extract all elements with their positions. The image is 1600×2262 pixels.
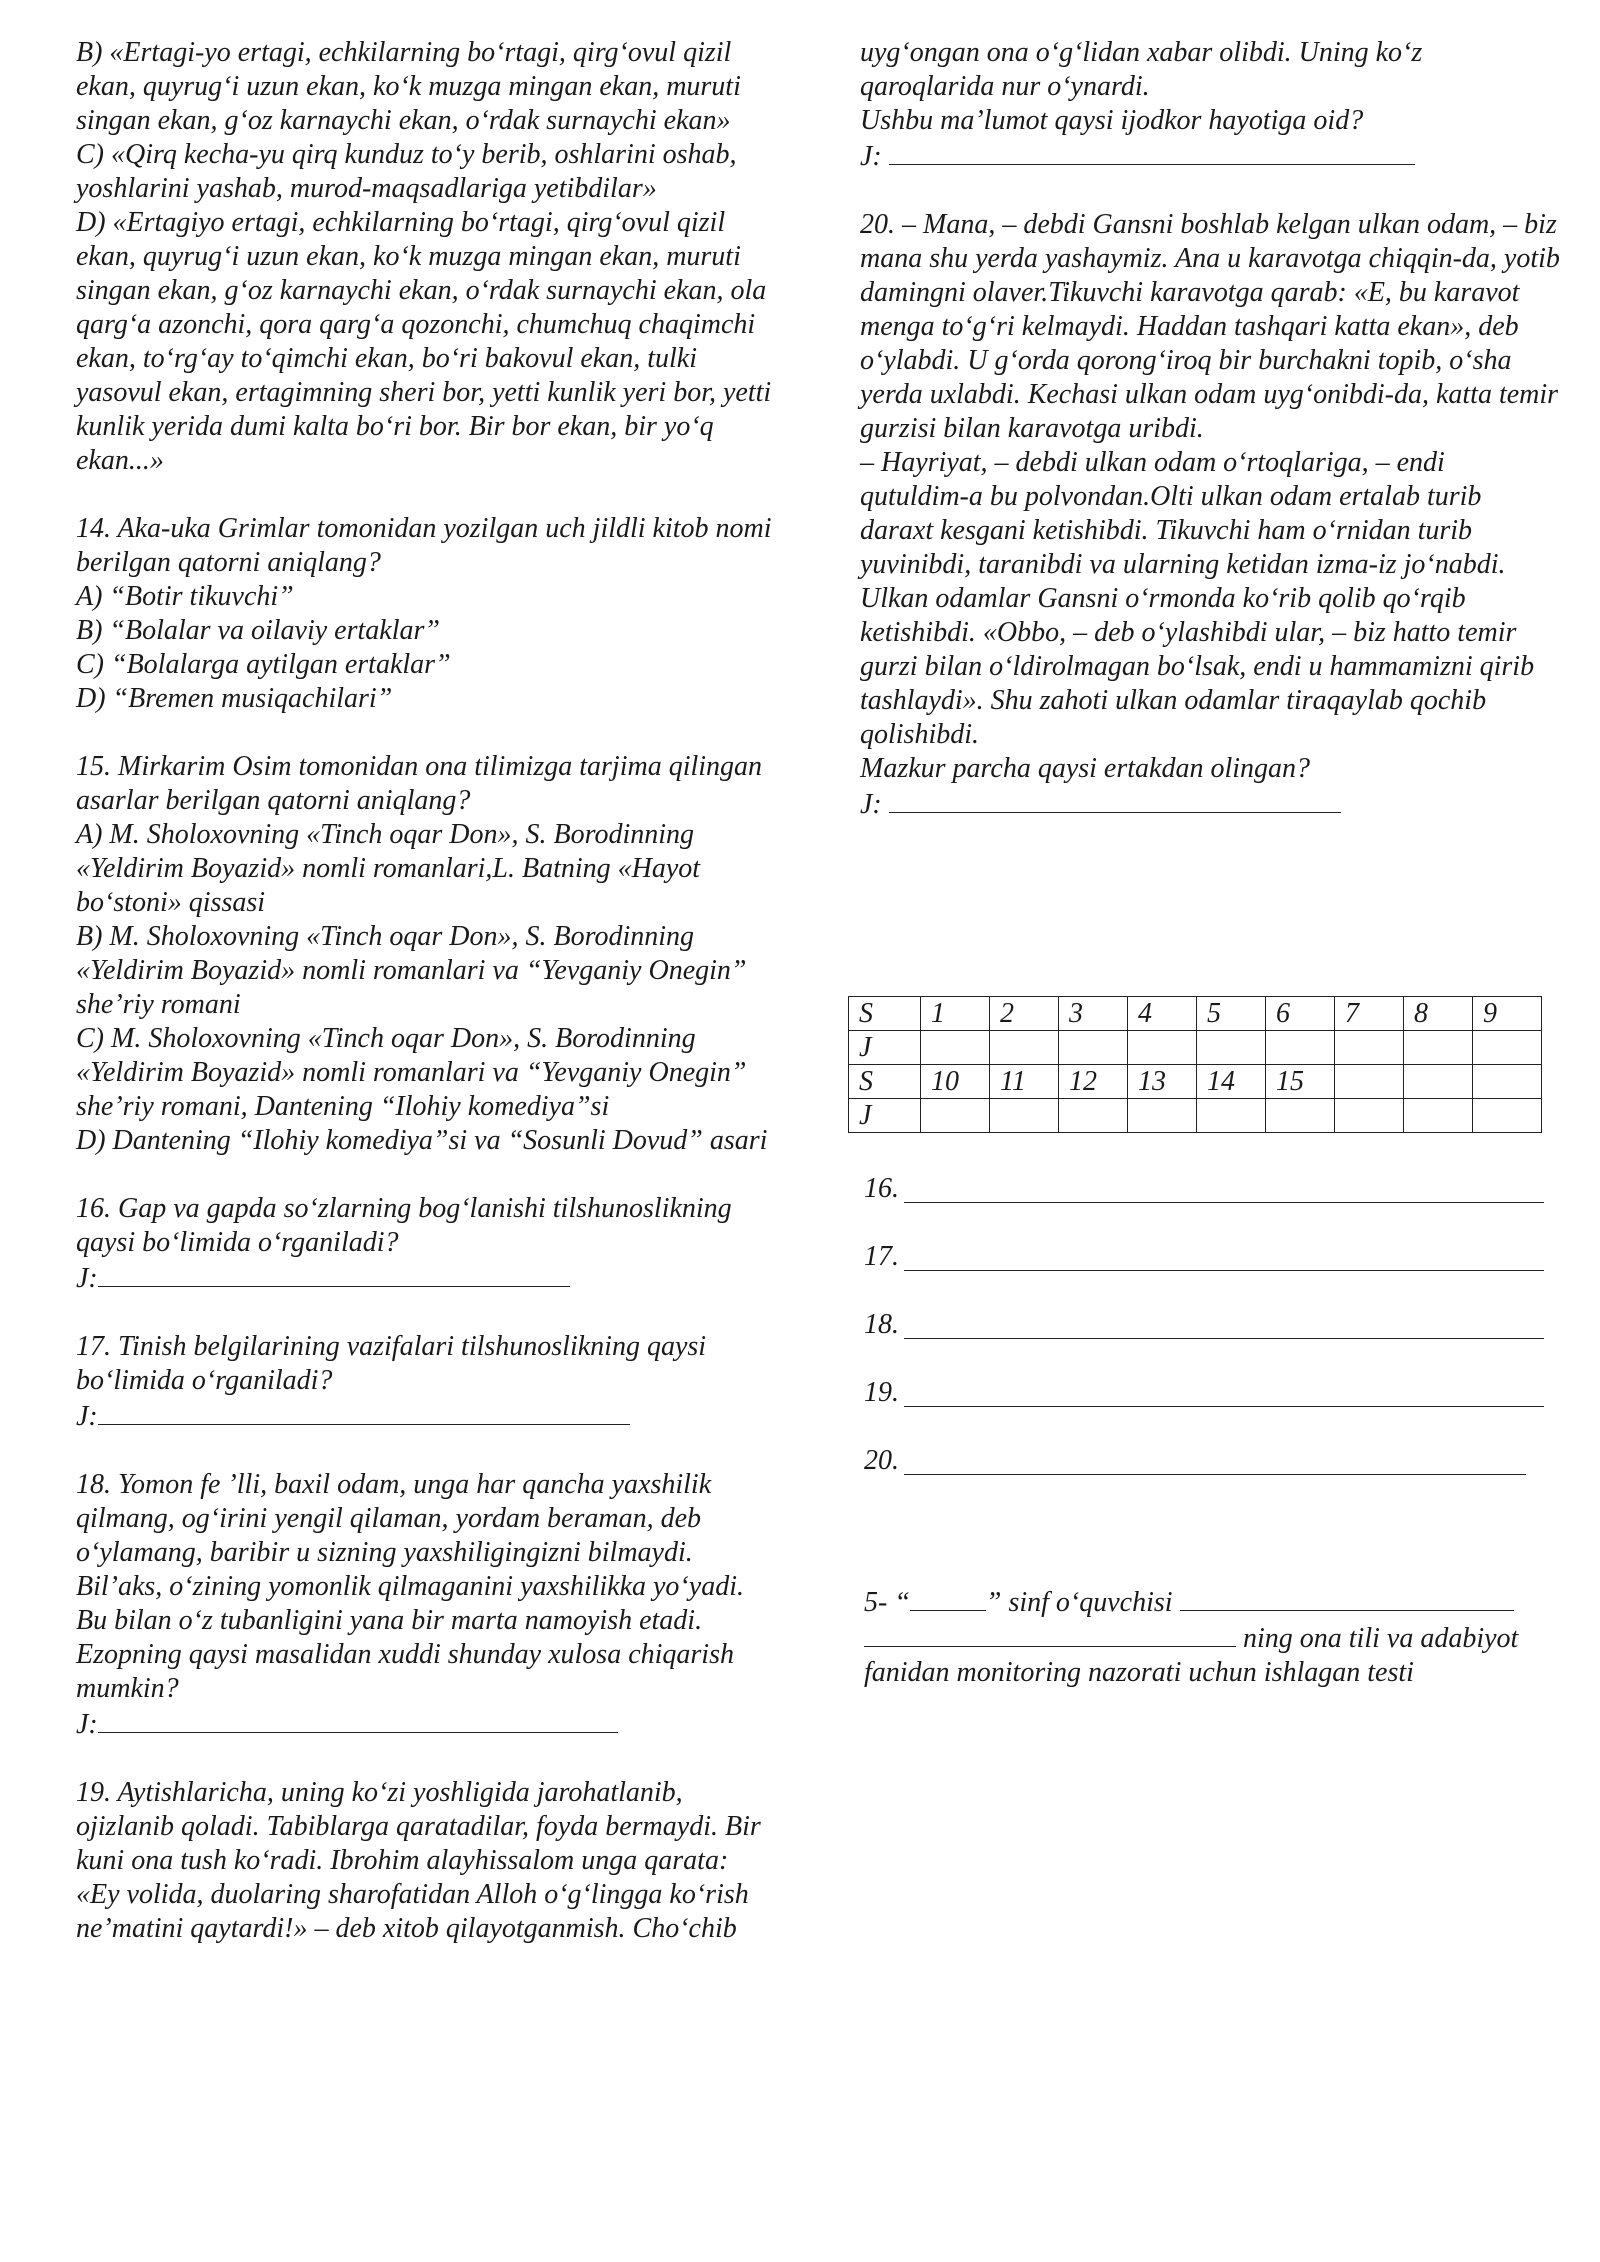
answer-grid [848,996,1542,1133]
grid-number: 15 [1266,1065,1335,1099]
grid-answer-cell[interactable] [1197,1031,1266,1065]
q20-answer-blank[interactable] [889,786,1341,813]
grid-answer-cell[interactable] [1197,1099,1266,1133]
grid-number: 11 [990,1065,1059,1099]
q14-option-d: D) “Bremen musiqachilari” [76,683,393,714]
grid-answer-cell[interactable] [990,1031,1059,1065]
q16-answer[interactable]: J: [76,1260,776,1296]
answer-line-number: 20. [864,1445,899,1476]
student-info-line-3: fanidan monitoring nazorati uchun ishlagan testi [864,1657,1414,1688]
q15-text: 15. Mirkarim Osim tomonidan ona tilimizga tarjima qilingan asarlar berilgan qatorni aniqlang? [76,751,763,816]
answer-line-number: 18. [864,1309,899,1340]
grid-number [1473,1065,1542,1099]
student-name-blank[interactable] [1180,1584,1514,1611]
grid-answer-cell[interactable] [1335,1031,1404,1065]
student-info [864,1584,1564,1690]
grid-label-j: J [849,1099,921,1133]
q13-option-c: C) «Qirq kecha-yu qirq kunduz to‘y berib, oshlarini oshab, yoshlarini yashab, murod-maqsadlariga yetibdilar» [76,139,737,204]
q20-question: Mazkur parcha qaysi ertakdan olingan? [860,753,1311,784]
grid-answer-cell[interactable] [921,1099,990,1133]
grid-number: 8 [1404,997,1473,1031]
grid-label-j: J [849,1031,921,1065]
grid-number: 10 [921,1065,990,1099]
grid-answer-cell[interactable] [1128,1099,1197,1133]
q15-option-c: C) M. Sholoxovning «Tinch oqar Don», S. Borodinning «Yeldirim Boyazid» nomli romanlari va “Yevganiy Onegin” she’riy romani, Dantening “Ilohiy komediya”si [76,1023,747,1122]
grid-answer-cell[interactable] [1473,1031,1542,1065]
grid-number: 12 [1059,1065,1128,1099]
q20-text-continued: – Hayriyat, – debdi ulkan odam o‘rtoqlariga, – endi qutuldim-a bu polvondan.Olti ulkan odam ertalab turib daraxt kesgani ketishibdi. Tikuvchi ham o‘rnidan turib yuvinibdi, taranibdi va ularning ketidan izma-iz jo‘nabdi. Ulkan odamlar Gansni o‘rmonda ko‘rib qolib qo‘rqib ketishibdi. «Obbo, – deb o‘ylashibdi ular, – biz hatto temir gurzi bilan o‘ldirolmagan bo‘lsak, endi u hammamizni qirib tashlaydi». Shu zahoti ulkan odamlar tiraqaylab qochib qolishibdi. [860,447,1535,750]
q20-text: 20. – Mana, – debdi Gansni boshlab kelgan ulkan odam, – biz mana shu yerda yashaymiz. Ana u karavotga chiqqin-da, yotib damingni olaver.Tikuvchi karavotga qarab: «E, bu karavot menga to‘g‘ri kelmaydi. Haddan tashqari katta ekan», deb o‘ylabdi. U g‘orda qorong‘iroq bir burchakni topib, o‘sha yerda uxlabdi. Kechasi ulkan odam uyg‘onibdi-da, katta temir gurzisi bilan karavotga uribdi. [860,209,1560,444]
grid-number: 5 [1197,997,1266,1031]
q16-answer-blank[interactable] [98,1260,570,1287]
student-info-line-2: ning ona tili va adabiyot [864,1620,1564,1656]
q13-option-d: D) «Ertagiyo ertagi, echkilarning bo‘rtagi, qirg‘ovul qizil ekan, quyrug‘i uzun ekan, ko‘k muzga mingan ekan, muruti singan ekan, g‘oz karnaychi ekan, o‘rdak surnaychi ekan, ola qarg‘a azonchi, qora qarg‘a qozonchi, chumchuq chaqimchi ekan, to‘rg‘ay to‘qimchi ekan, bo‘ri bakovul ekan, tulki yasovul ekan, ertagimning sheri bor, yetti kunlik yeri bor, yetti kunlik yerida dumi kalta bo‘ri bor. Bir bor ekan, bir yo‘q ekan...» [76,207,772,476]
grid-answer-cell[interactable] [1128,1031,1197,1065]
grid-number: 1 [921,997,990,1031]
answer-line-rule[interactable] [904,1202,1544,1203]
right-column [860,36,1560,822]
grid-row-answers-1 [849,1031,1542,1065]
answer-line-rule[interactable] [904,1338,1544,1339]
q13-option-b: B) «Ertagi-yo ertagi, echkilarning bo‘rtagi, qirg‘ovul qizil ekan, quyrug‘i uzun ekan, ko‘k muzga mingan ekan, muruti singan ekan, g‘oz karnaychi ekan, o‘rdak surnaychi ekan» [76,37,741,136]
q18-text: 18. Yomon fe ’lli, baxil odam, unga har qancha yaxshilik qilmang, og‘irini yengil qilaman, yordam beraman, deb o‘ylamang, baribir u sizning yaxshiligingizni bilmaydi. Bil’aks, o‘zining yomonlik qilmaganini yaxshilikka yo‘yadi. Bu bilan o‘z tubanligini yana bir marta namoyish etadi. Ezopning qaysi masalidan xuddi shunday xulosa chiqarish mumkin? [76,1469,744,1704]
answer-line-number: 16. [864,1173,899,1204]
q19-question: Ushbu ma’lumot qaysi ijodkor hayotiga oid? [860,105,1364,136]
grid-label-s: S [849,997,921,1031]
q14-text: 14. Aka-uka Grimlar tomonidan yozilgan uch jildli kitob nomi berilgan qatorni aniqlang? [76,513,772,578]
grid-answer-cell[interactable] [1059,1099,1128,1133]
student-surname-blank[interactable] [864,1620,1236,1647]
q18-answer-blank[interactable] [98,1706,618,1733]
grid-answer-cell[interactable] [1473,1099,1542,1133]
grid-number: 4 [1128,997,1197,1031]
grid-number [1404,1065,1473,1099]
q14-option-c: C) “Bolalarga aytilgan ertaklar” [76,649,451,680]
answer-line-rule[interactable] [904,1474,1526,1475]
q19-continuation: uyg‘ongan ona o‘g‘lidan xabar olibdi. Uning ko‘z qaroqlarida nur o‘ynardi. [860,37,1423,102]
answer-line-number: 17. [864,1241,899,1272]
answer-line-rule[interactable] [904,1406,1544,1407]
grid-number: 2 [990,997,1059,1031]
grid-row-questions-2 [849,1065,1542,1099]
q14-option-b: B) “Bolalar va oilaviy ertaklar” [76,615,440,646]
class-blank[interactable] [910,1584,986,1611]
q17-text: 17. Tinish belgilarining vazifalari tilshunoslikning qaysi bo‘limida o‘rganiladi? [76,1331,707,1396]
q20-answer[interactable]: J: [860,786,1560,822]
q17-answer[interactable]: J: [76,1398,776,1434]
grid-number: 7 [1335,997,1404,1031]
grid-answer-cell[interactable] [921,1031,990,1065]
grid-number: 9 [1473,997,1542,1031]
grid-answer-cell[interactable] [1404,1099,1473,1133]
grid-row-questions-1 [849,997,1542,1031]
answer-line-number: 19. [864,1377,899,1408]
grid-answer-cell[interactable] [990,1099,1059,1133]
grid-answer-cell[interactable] [1266,1099,1335,1133]
q17-answer-blank[interactable] [98,1398,630,1425]
student-info-line-1: 5- “ ” sinf o‘quvchisi [864,1584,1564,1620]
q16-text: 16. Gap va gapda so‘zlarning bog‘lanishi tilshunoslikning qaysi bo‘limida o‘rganiladi? [76,1193,732,1258]
grid-row-answers-2 [849,1099,1542,1133]
q15-option-a: A) M. Sholoxovning «Tinch oqar Don», S. Borodinning «Yeldirim Boyazid» nomli romanlari,L. Batning «Hayot bo‘stoni» qissasi [76,819,701,918]
answer-line-rule[interactable] [904,1270,1544,1271]
q19-answer-blank[interactable] [889,138,1415,165]
grid-number: 14 [1197,1065,1266,1099]
q14-option-a: A) “Botir tikuvchi” [76,581,294,612]
grid-label-s: S [849,1065,921,1099]
grid-number [1335,1065,1404,1099]
grid-answer-cell[interactable] [1335,1099,1404,1133]
grid-number: 6 [1266,997,1335,1031]
left-column [76,36,776,1946]
grid-number: 3 [1059,997,1128,1031]
q18-answer[interactable]: J: [76,1706,776,1742]
grid-answer-cell[interactable] [1059,1031,1128,1065]
q19-text: 19. Aytishlaricha, uning ko‘zi yoshligida jarohatlanib, ojizlanib qoladi. Tabiblarga qaratadilar, foyda bermaydi. Bir kuni ona tush ko‘radi. Ibrohim alayhissalom unga qarata: «Ey volida, duolaring sharofatidan Alloh o‘g‘lingga ko‘rish ne’matini qaytardi!» – deb xitob qilayotganmish. Cho‘chib [76,1777,761,1944]
q15-option-d: D) Dantening “Ilohiy komediya”si va “Sosunli Dovud” asari [76,1125,768,1156]
grid-number: 13 [1128,1065,1197,1099]
grid-answer-cell[interactable] [1404,1031,1473,1065]
q19-answer[interactable]: J: [860,138,1560,174]
grid-answer-cell[interactable] [1266,1031,1335,1065]
q15-option-b: B) M. Sholoxovning «Tinch oqar Don», S. Borodinning «Yeldirim Boyazid» nomli romanlari va “Yevganiy Onegin” she’riy romani [76,921,747,1020]
